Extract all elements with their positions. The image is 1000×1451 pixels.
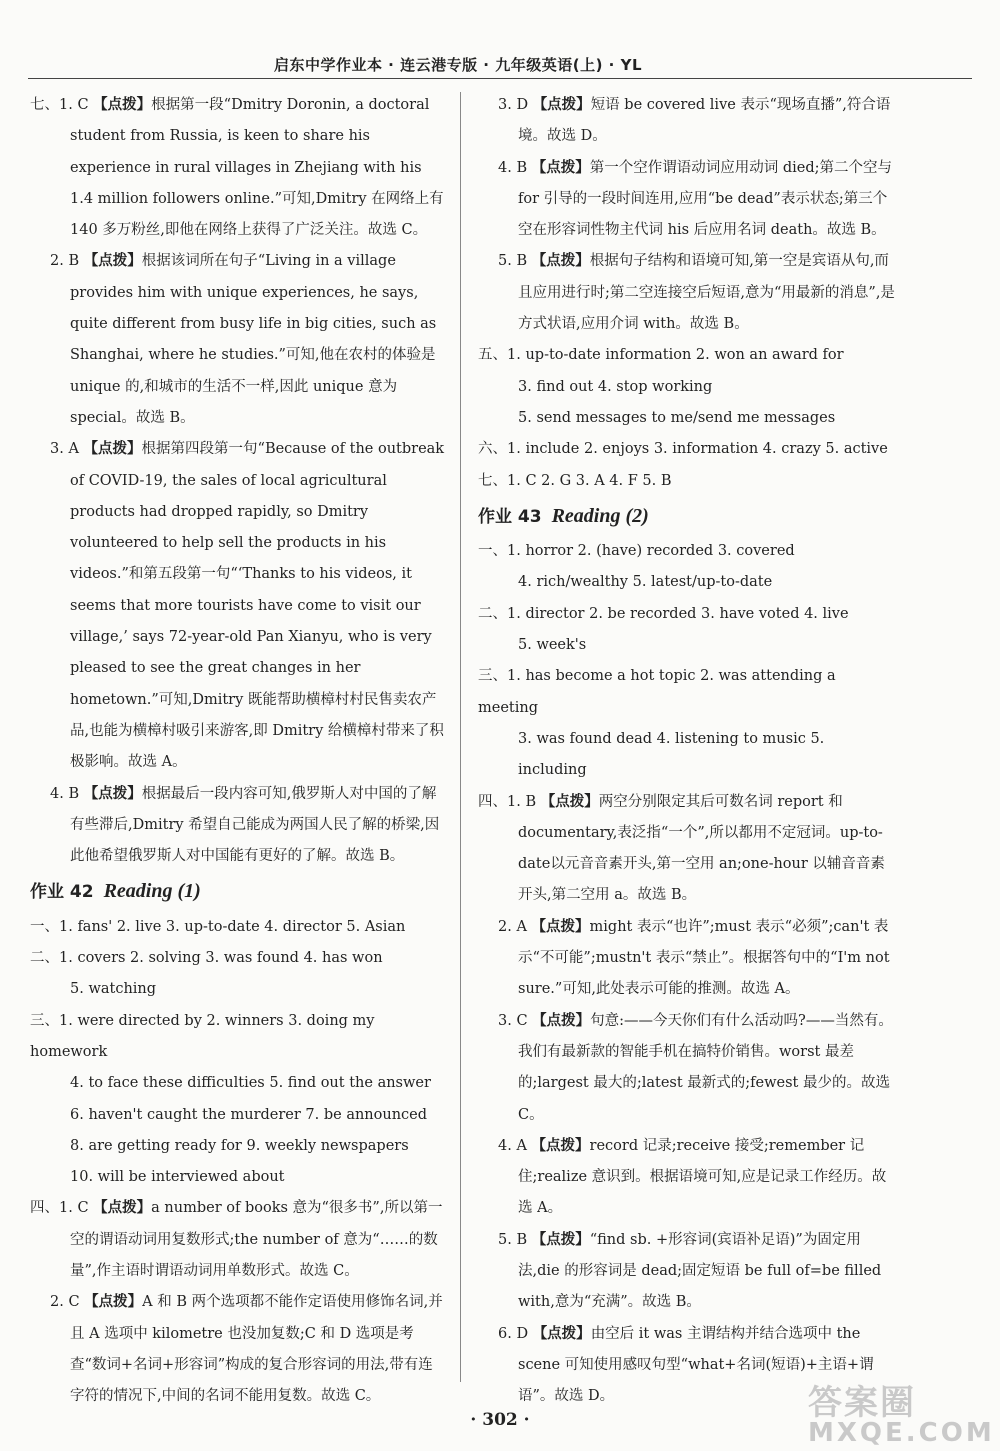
hint-tag: 【点拨】 (93, 1200, 152, 1217)
right-column (478, 90, 896, 1412)
section-heading (30, 876, 445, 909)
answer-line: 4. to face these difficulties 5. find out the answer (70, 1075, 431, 1092)
hint-tag: 【点拨】 (531, 253, 590, 270)
watermark-line: 答案圈 (808, 1383, 916, 1423)
answer-line: 一、1. horror 2. (have) recorded 3. covered (478, 543, 795, 560)
section-label: 作业 43 (478, 506, 542, 527)
answer-line: 三、1. has become a hot topic 2. was attending a meeting (478, 668, 836, 716)
answer-line: 5. week's (518, 637, 587, 654)
answer-line: 10. will be interviewed about (70, 1169, 285, 1186)
answer-item: 4. B 【点拨】根据最后一段内容可知,俄罗斯人对中国的了解有些滞后,Dmitry 希望自己能成为两国人民了解的桥梁,因此他希望俄罗斯人对中国能有更好的了解。故选 B。 (50, 785, 440, 865)
answer-item: 4. B 【点拨】第一个空作谓语动词应用动词 died;第二个空与 for 引导的一段时间连用,应用“be dead”表示状态;第三个空在形容词性物主代词 his 后应用名词 death。故选 B。 (498, 159, 892, 239)
hint-tag: 【点拨】 (83, 253, 142, 270)
answer-item: 5. B 【点拨】“find sb. +形容词(宾语补足语)”为固定用法,die 的形容词是 dead;固定短语 be full of=be filled with,意为“充满”。故选 B。 (498, 1231, 882, 1311)
hint-tag: 【点拨】 (531, 1231, 590, 1248)
hint-tag: 【点拨】 (531, 918, 590, 935)
answer-line: 三、1. were directed by 2. winners 3. doing my homework (30, 1012, 375, 1060)
hint-tag: 【点拨】 (531, 159, 590, 176)
answer-line: 二、1. director 2. be recorded 3. have voted 4. live (478, 605, 849, 622)
answer-line: 6. haven't caught the murderer 7. be announced (70, 1106, 428, 1123)
hint-tag: 【点拨】 (532, 1012, 591, 1029)
left-column (30, 90, 445, 1412)
answer-item: 6. D 【点拨】由空后 it was 主谓结构并结合选项中 the scene 可知使用感叹句型“what+名词(短语)+主语+谓语”。故选 D。 (498, 1325, 874, 1405)
hint-tag: 【点拨】 (531, 1137, 590, 1154)
answer-item: 3. C 【点拨】句意:——今天你们有什么活动吗?——当然有。我们有最新款的智能手机在搞特价销售。worst 最差的;largest 最大的;latest 最新式的;fewest 最少的。故选 C。 (498, 1012, 893, 1123)
answer-item: 3. A 【点拨】根据第四段第一句“Because of the outbreak of COVID-19, the sales of local agricultural products had dropped rapidly, so Dmitry volunteered to help sell the products in his videos.”和第五段第一句“‘Thanks to his videos, it seems that more tourists have come to visit our village,’ says 72-year-old Pan Xianyu, who is very pleased to see the great changes in her hometown.”可知,Dmitry 既能帮助横樟村村民售卖农产品,也能为横樟村吸引来游客,即 Dmitry 给横樟村带来了积极影响。故选 A。 (50, 441, 445, 771)
answer-item: 七、1. C 【点拨】根据第一段“Dmitry Doronin, a doctoral student from Russia, is keen to share his experience in rural villages in Zhejiang with his 1.4 million followers online.”可知,Dmitry 在网络上有 140 多万粉丝,即他在网络上获得了广泛关注。故选 C。 (30, 97, 444, 239)
hint-tag: 【点拨】 (540, 793, 599, 810)
answer-line: 4. rich/wealthy 5. latest/up-to-date (518, 574, 773, 591)
answer-item: 3. D 【点拨】短语 be covered live 表示“现场直播”,符合语境。故选 D。 (498, 97, 891, 145)
answer-item: 2. A 【点拨】might 表示“也许”;must 表示“必须”;can't 表示“不可能”;mustn't 表示“禁止”。根据答句中的“I'm not sure.”可知,此处表示可能的推测。故选 A。 (498, 918, 890, 998)
watermark-line: MXQE.COM (808, 1418, 995, 1448)
answer-item: 4. A 【点拨】record 记录;receive 接受;remember 记住;realize 意识到。根据语境可知,应是记录工作经历。故选 A。 (498, 1137, 887, 1217)
answer-item: 2. B 【点拨】根据该词所在句子“Living in a village provides him with unique experiences, he says, quite different from busy life in big cities, such as Shanghai, where he studies.”可知,他在农村的体验是 unique 的,和城市的生活不一样,因此 unique 意为 special。故选 B。 (50, 253, 437, 426)
section-heading (478, 501, 896, 534)
hint-tag: 【点拨】 (83, 785, 142, 802)
answer-line: 五、1. up-to-date information 2. won an award for (478, 347, 844, 364)
hint-tag: 【点拨】 (93, 97, 152, 113)
answer-line: 5. watching (70, 981, 157, 998)
hint-tag: 【点拨】 (532, 97, 591, 113)
section-title: Reading (1) (103, 880, 201, 903)
answer-item: 2. C 【点拨】A 和 B 两个选项都不能作定语使用修饰名词,并且 A 选项中 kilometre 也没加复数;C 和 D 选项是考查“数词+名词+形容词”构成的复合形容词的用法,带有连字符的情况下,中间的名词不能用复数。故选 C。 (50, 1294, 443, 1405)
watermark-logo (808, 1383, 995, 1448)
answer-line: 六、1. include 2. enjoys 3. information 4. crazy 5. active (478, 441, 888, 458)
answer-item: 5. B 【点拨】根据句子结构和语境可知,第一空是宾语从句,而且应用进行时;第二空连接空后短语,意为“用最新的消息”,是方式状语,应用介词 with。故选 B。 (498, 253, 895, 333)
answer-line: 5. send messages to me/send me messages (518, 409, 836, 426)
answer-item: 四、1. C 【点拨】a number of books 意为“很多书”,所以第一空的谓语动词用复数形式;the number of 意为“……的数量”,作主语时谓语动词用单数形式。故选 C。 (30, 1200, 443, 1279)
answer-line: 一、1. fans' 2. live 3. up-to-date 4. director 5. Asian (30, 918, 406, 935)
section-title: Reading (2) (551, 504, 649, 527)
column-divider (460, 92, 461, 1382)
page-header (28, 0, 972, 79)
answer-line: 8. are getting ready for 9. weekly newspapers (70, 1137, 409, 1154)
answer-line: 3. find out 4. stop working (518, 378, 713, 395)
answer-line: 七、1. C 2. G 3. A 4. F 5. B (478, 472, 672, 489)
section-label: 作业 42 (30, 882, 94, 903)
hint-tag: 【点拨】 (84, 1294, 143, 1311)
header-title: 启东中学作业本 · 连云港专版 · 九年级英语(上) · YL (273, 56, 642, 74)
answer-line: 3. was found dead 4. listening to music 5. including (518, 730, 825, 779)
page-number: · 302 · (470, 1410, 530, 1430)
answer-item: 四、1. B 【点拨】两空分别限定其后可数名词 report 和 documentary,表泛指“一个”,所以都用不定冠词。up-to-date以元音音素开头,第一空用 an;one-hour 以辅音音素开头,第二空用 a。故选 B。 (478, 793, 885, 904)
hint-tag: 【点拨】 (83, 441, 142, 458)
hint-tag: 【点拨】 (532, 1325, 591, 1342)
answer-line: 二、1. covers 2. solving 3. was found 4. has won (30, 950, 383, 967)
